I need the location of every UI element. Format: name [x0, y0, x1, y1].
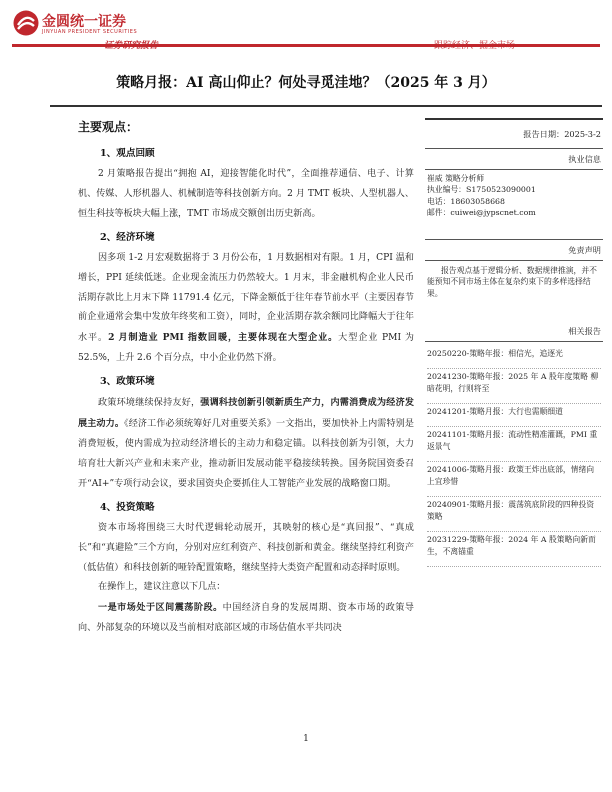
main-column: [78, 118, 414, 639]
section-heading: 2、经济环境: [100, 231, 155, 243]
related-report-link[interactable]: 20231229-策略年报：2024 年 A 股策略向新而生，不离锚重: [427, 532, 601, 567]
report-title: 策略月报：AI 高山仰止？何处寻觅洼地？（2025 年 3 月）: [116, 75, 496, 91]
company-logo-icon: [12, 9, 40, 37]
text-run: 2 月策略报告提出“拥抱 AI，迎接智能化时代”，全面推荐通信、电子、计算机、传媒、人形机器人、机械制造等科技创新方向。2 月 TMT 板块、人型机器人、恒生科技等板块大幅上涨，TMT 市场成交额创出历史新高。: [78, 169, 414, 219]
company-logo-text: 金圆统一证券: [42, 14, 126, 30]
sidebar-divider: [425, 260, 603, 261]
section-paragraph: [78, 578, 414, 598]
text-run: 中国经济自身的发展周期、资本市场的政策导向、外部复杂的环境以及当前相对底部区域的市场估值水平共同决: [78, 603, 414, 634]
text-run: 大型企业 PMI 为 52.5%，上升 2.6 个百分点，中小企业仍然下滑。: [78, 333, 414, 364]
bold-text-run: 强调科技创新引领新质生产力，内需消费成为经济发展主动力。: [78, 397, 414, 430]
bold-text-run: 一是市场处于区间震荡阶段。: [98, 602, 223, 614]
header-divider: [12, 44, 600, 47]
text-run: 《经济工作必须统筹好几对重要关系》一文指出，要加快补上内需特别是消费短板，使内需成为拉动经济增长的主动力和稳定锚。以科技创新为引领，大力培育壮大新兴产业和未来产业，推动新旧发展动能平稳接续转换。国务院国资委召开“AI+”专项行动会议，要求国资央企要抓住人工智能产业发展的战略窗口期。: [78, 419, 414, 489]
analyst-info-line: 执业编号：S1750523090001: [427, 185, 536, 194]
section-heading: 4、投资策略: [100, 501, 155, 513]
section-paragraph: [78, 393, 414, 495]
section-heading: 3、政策环境: [100, 376, 155, 388]
sidebar-top-divider: [425, 118, 603, 120]
title-divider: [50, 105, 602, 107]
report-date: 报告日期：2025-3-2: [523, 128, 601, 139]
bold-text-run: 2 月制造业 PMI 指数回暖，主要体现在大型企业。: [108, 332, 339, 344]
analyst-info-heading: 执业信息: [568, 153, 601, 164]
sections-container: [78, 145, 414, 639]
company-logo-subtitle: JINYUAN PRESIDENT SECURITIES: [42, 29, 138, 35]
sidebar-divider: [425, 239, 603, 240]
section-paragraph: [78, 598, 414, 639]
text-run: 在操作上，建议注意以下几点：: [98, 582, 226, 593]
section-paragraph: [78, 165, 414, 225]
related-report-link[interactable]: 20241006-策略月报：政策王炸出底部，情绪向上宜珍惜: [427, 462, 601, 497]
related-report-link[interactable]: 20241101-策略月报：流动性精准灌溉，PMI 重返景气: [427, 427, 601, 462]
section-heading: 1、观点回顾: [100, 148, 155, 159]
analyst-info-line: 崔威 策略分析师: [427, 173, 485, 183]
related-reports-heading: 相关报告: [568, 326, 601, 336]
analyst-info-line: 邮件：cuiwei@jypscnet.com: [427, 208, 536, 217]
main-heading: 主要观点：: [78, 120, 139, 134]
related-report-link[interactable]: 20241230-策略年报：2025 年 A 股年度策略 柳暗花明，行则将至: [427, 369, 601, 404]
analyst-info: [425, 170, 603, 239]
related-report-link[interactable]: 20240901-策略月报：震荡筑底阶段的四种投资策略: [427, 497, 601, 532]
disclaimer-text: 报告观点基于逻辑分析、数据规律推演，并不能预知不同市场主体在复杂约束下的多样选择结果。: [427, 265, 597, 298]
section-paragraph: [78, 249, 414, 369]
related-report-link[interactable]: 20250220-策略年报：相信光，追逐光: [427, 346, 601, 369]
text-run: 资本市场将围绕三大时代逻辑轮动展开，其映射的核心是“真回报”、“真成长”和“真避险”三个方向，分别对应红利资产、科技创新和黄金。继续坚持红利资产（低估值）和科技创新的哑铃配置策略，继续坚持大类资产配置和动态择时原则。: [78, 522, 414, 573]
sidebar-divider: [425, 148, 603, 149]
related-reports-list: [425, 342, 603, 567]
section-paragraph: [78, 519, 414, 579]
text-run: 因多项 1-2 月宏观数据将于 3 月份公布，1 月数据相对有限。1 月，CPI 温和增长，PPI 延续低迷。企业现金流压力仍然较大。1 月末，非金融机构企业人民币活期存款比上月末下降 11791.4 亿元，下降金额低于往年春节前水平（主要因春节前企业通常会集中发放年终奖和工资），同时，企业活期存款余额同比降幅大于往年水平。: [78, 252, 414, 344]
text-run: 政策环境继续保持友好，: [98, 398, 201, 409]
related-report-link[interactable]: 20241201-策略月报：大行也需顺细道: [427, 404, 601, 427]
page-number: 1: [303, 734, 309, 744]
disclaimer-heading: 免责声明: [568, 244, 601, 255]
sidebar: [425, 118, 603, 567]
analyst-info-line: 电话：18603058668: [427, 196, 505, 206]
